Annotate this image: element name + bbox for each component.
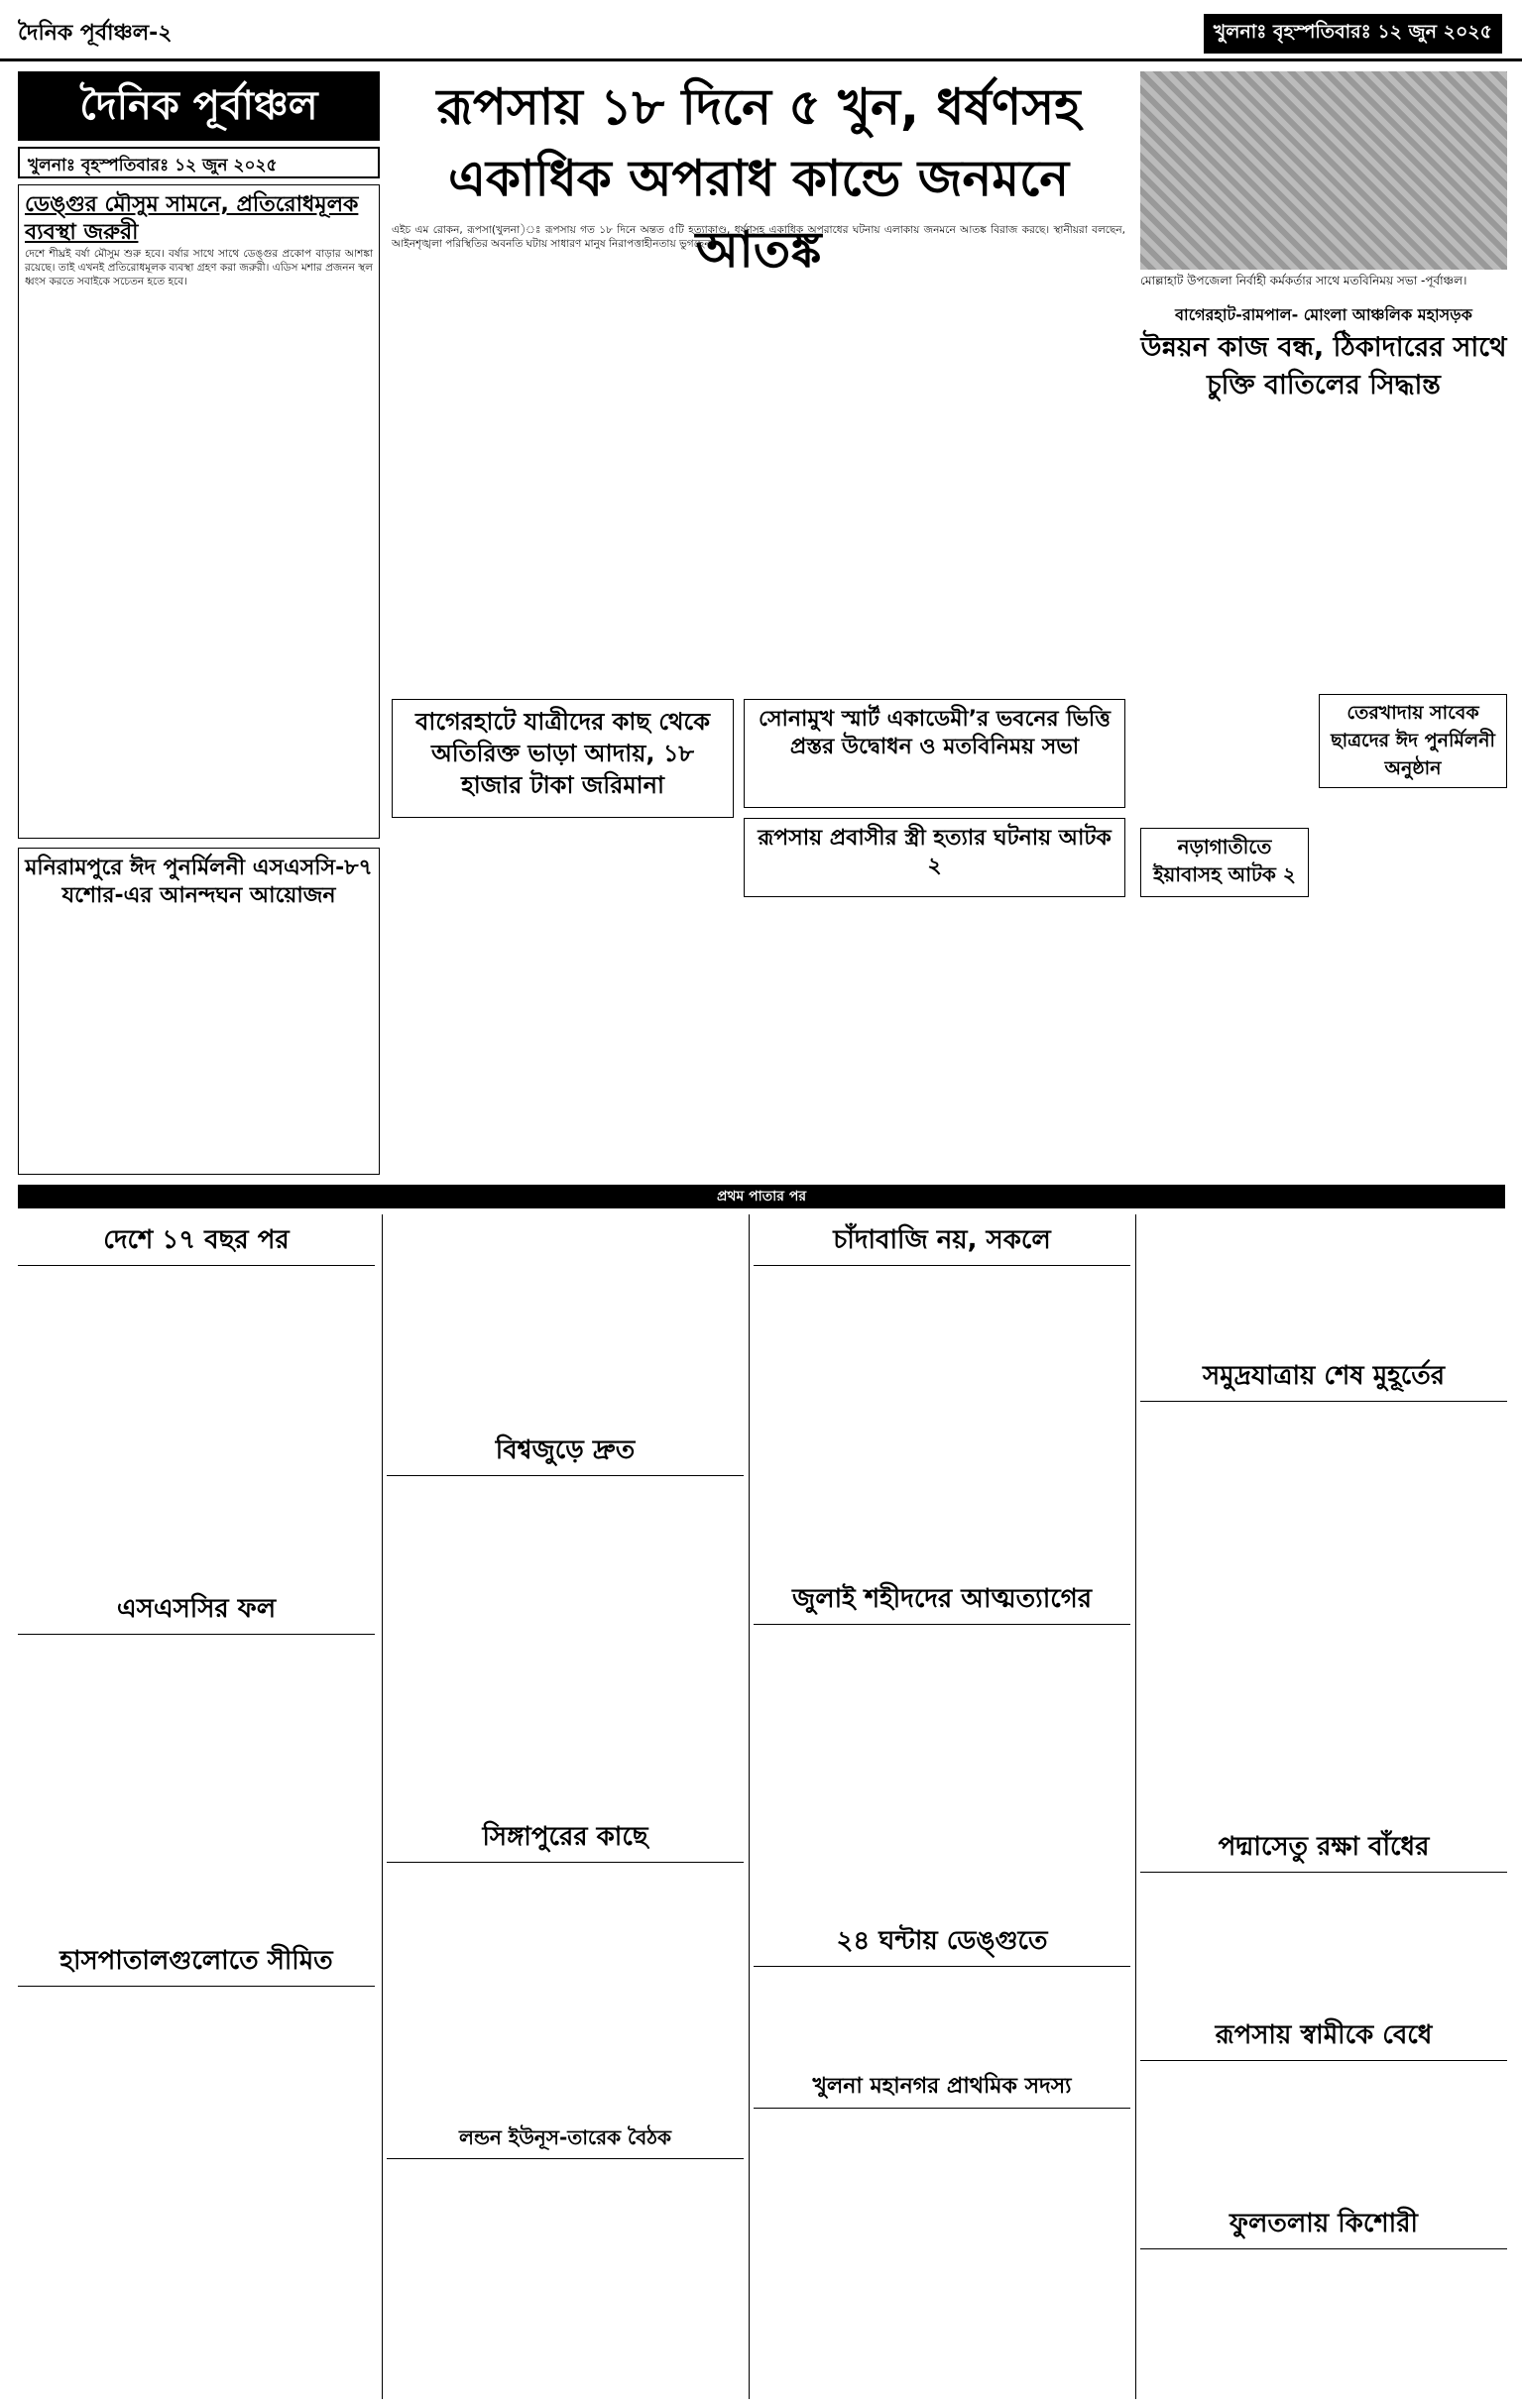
world-title: বিশ্বজুড়ে দ্রুত bbox=[387, 1428, 744, 1476]
continuation-divider: প্রথম পাতার পর bbox=[18, 1185, 1505, 1208]
lead-text: এইচ এম রোকন, রূপসা(খুলনা)ঃ রূপসায় গত ১৮ দিনে অন্তত ৫টি হত্যাকাণ্ড, ধর্ষণসহ একাধিক অপরাধের ঘটনায় এলাকায় জনমনে আতঙ্ক বিরাজ করছে। স্থানীয়রা বলছেন, আইনশৃঙ্খলা পরিস্থিতির অবনতি ঘটায় সাধারণ মানুষ নিরাপত্তাহীনতায় ভুগছেন। bbox=[392, 224, 1125, 250]
ssc-title: এসএসসির ফল bbox=[18, 1586, 375, 1635]
dengue-editorial bbox=[18, 184, 380, 839]
sea-title: সমুদ্রযাত্রায় শেষ মুহূর্তের bbox=[1140, 1353, 1507, 1402]
sonamukh-title: সোনামুখ স্মার্ট একাডেমী’র ভবনের ভিত্তি প্রস্তর উদ্বোধন ও মতবিনিময় সভা bbox=[759, 707, 1111, 759]
july-title: জুলাই শহীদদের আত্মত্যাগের bbox=[754, 1576, 1130, 1625]
page-header bbox=[0, 0, 1522, 61]
sea-story bbox=[1140, 1353, 1507, 1402]
lead-body bbox=[392, 223, 1125, 689]
rupsa-husband-story bbox=[1140, 2012, 1507, 2061]
dengue-title: ডেঙ্গুর মৌসুম সামনে, প্রতিরোধমূলক ব্যবস্থা জরুরী bbox=[25, 192, 359, 245]
chadabaji-story bbox=[754, 1217, 1130, 1266]
july-story bbox=[754, 1576, 1130, 1625]
terkhada-title: তেরখাদায় সাবেক ছাত্রদের ঈদ পুনর্মিলনী অনুষ্ঠান bbox=[1331, 702, 1495, 779]
london-title: লন্ডন ইউনূস-তারেক বৈঠক bbox=[387, 2121, 744, 2159]
column-rule bbox=[382, 1214, 383, 2399]
column-rule bbox=[749, 1214, 750, 2399]
fultala-story bbox=[1140, 2201, 1507, 2249]
chadabaji-title: চাঁদাবাজি নয়, সকলে bbox=[754, 1217, 1130, 1266]
news-photo bbox=[1140, 71, 1507, 270]
world-story bbox=[387, 1428, 744, 1476]
fultala-title: ফুলতলায় কিশোরী bbox=[1140, 2201, 1507, 2249]
mollahat-title: উন্নয়ন কাজ বন্ধ, ঠিকাদারের সাথে চুক্তি বাতিলের সিদ্ধান্ত bbox=[1140, 332, 1507, 401]
terkhada-story bbox=[1319, 694, 1507, 788]
deshe-story bbox=[18, 1217, 375, 1266]
monirampur-story bbox=[18, 848, 380, 1175]
padma-title: পদ্মাসেতু রক্ষা বাঁধের bbox=[1140, 1824, 1507, 1873]
dengue24-story bbox=[754, 1918, 1130, 1967]
narail-story bbox=[1140, 828, 1309, 897]
column-rule bbox=[1135, 1214, 1136, 2399]
rupsa-husband-title: রূপসায় স্বামীকে বেধে bbox=[1140, 2012, 1507, 2061]
sonamukh-story bbox=[744, 699, 1125, 808]
ssc-story bbox=[18, 1586, 375, 1635]
header-date: খুলনাঃ বৃহস্পতিবারঃ ১২ জুন ২০২৫ bbox=[1204, 14, 1502, 54]
hospital-story bbox=[18, 1938, 375, 1987]
monirampur-title: মনিরামপুরে ঈদ পুনর্মিলনী এসএসসি-৮৭ যশোর-এর আনন্দঘন আয়োজন bbox=[25, 856, 373, 908]
london-story bbox=[387, 2121, 744, 2159]
hospital-title: হাসপাতালগুলোতে সীমিত bbox=[18, 1938, 375, 1987]
padma-story bbox=[1140, 1824, 1507, 1873]
khulna-city-story bbox=[754, 2067, 1130, 2109]
dengue24-title: ২৪ ঘন্টায় ডেঙ্গুতে bbox=[754, 1918, 1130, 1967]
singapore-story bbox=[387, 1814, 744, 1863]
khulna-city-title: খুলনা মহানগর প্রাথমিক সদস্য bbox=[754, 2067, 1130, 2109]
header-left: দৈনিক পূর্বাঞ্চল-২ bbox=[18, 21, 173, 46]
mollahat-kicker: বাগেরহাট-রামপাল- মোংলা আঞ্চলিক মহাসড়ক bbox=[1175, 305, 1472, 324]
photo-caption: মোল্লাহাট উপজেলা নির্বাহী কর্মকর্তার সাথে মতবিনিময় সভা -পূর্বাঞ্চল। bbox=[1140, 274, 1467, 287]
masthead: দৈনিক পূর্বাঞ্চল bbox=[18, 71, 380, 141]
rupsa-wife-title: রূপসায় প্রবাসীর স্ত্রী হত্যার ঘটনায় আটক ২ bbox=[758, 826, 1112, 878]
rupsa-wife-story bbox=[744, 818, 1125, 897]
lead-headline: রূপসায় ১৮ দিনে ৫ খুন, ধর্ষণসহ একাধিক অপরাধ কান্ডে জনমনে আতঙ্ক bbox=[436, 78, 1081, 279]
bagerhat-fare-title: বাগেরহাটে যাত্রীদের কাছ থেকে অতিরিক্ত ভাড়া আদায়, ১৮ হাজার টাকা জরিমানা bbox=[415, 708, 710, 799]
singapore-title: সিঙ্গাপুরের কাছে bbox=[387, 1814, 744, 1863]
narail-title: নড়াগাতীতে ইয়াবাসহ আটক ২ bbox=[1153, 835, 1296, 886]
dengue-text: দেশে শীঘ্রই বর্ষা মৌসুম শুরু হবে। বর্ষার সাথে সাথে ডেঙ্গুর প্রকোপ বাড়ার আশঙ্কা রয়েছে। তাই এখনই প্রতিরোধমূলক ব্যবস্থা গ্রহণ করা জরুরী। এডিস মশার প্রজনন স্থল ধ্বংস করতে সবাইকে সচেতন হতে হবে। bbox=[25, 248, 373, 287]
deshe-title: দেশে ১৭ বছর পর bbox=[18, 1217, 375, 1266]
bagerhat-fare-story bbox=[392, 699, 734, 818]
masthead-date: খুলনাঃ বৃহস্পতিবারঃ ১২ জুন ২০২৫ bbox=[18, 147, 380, 178]
mollahat-story bbox=[1140, 302, 1507, 431]
